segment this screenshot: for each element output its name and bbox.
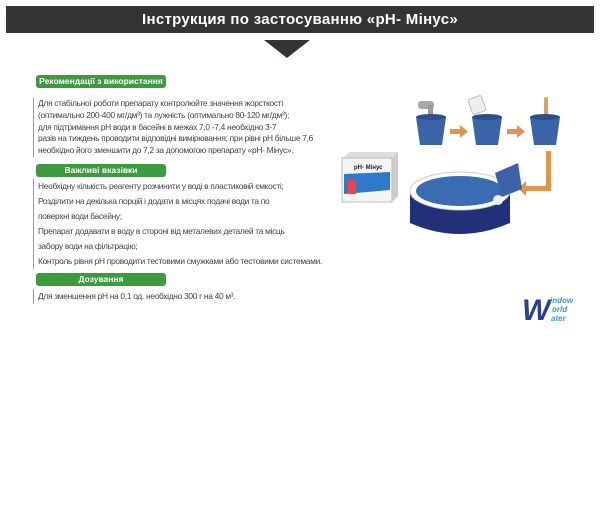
text-line: (оптимально 200-400 мг/дм³) та лужність (оптимально 80-120 мг/дм³); (38, 109, 289, 120)
window-world-water-logo: W indow orld ater (522, 294, 574, 327)
logo-text: ater (551, 314, 566, 323)
text-line: для підтримання pH води в басейні в межах 7,0 -7,4 необхідно 3-7 (38, 121, 277, 132)
bucket-icon (416, 114, 446, 145)
text-line: Розділити на декілька порцій і додати в місцях подачі води та по (38, 196, 270, 206)
text-line: разів на тиждень проводити відповідні вимірювання; при рівні pH більше 7,6 (38, 133, 313, 144)
text-line: поверхні води басейну; (38, 211, 122, 221)
page-title: Інструкция по застосуванню «pH- Мінус» (6, 6, 594, 33)
arrow-down-left-icon (518, 151, 551, 196)
dosage-text (33, 289, 235, 304)
process-illustration (410, 95, 585, 255)
logo-text: indow (550, 296, 574, 305)
text-line: необхідно його зменшити до 7,2 за допомогою препарату «pH- Мінус». (38, 145, 294, 156)
text-line: Контроль рівня pH проводити тестовими смужками або тестовими системами. (38, 256, 322, 266)
section-label-dosage: Дозування (36, 273, 166, 286)
product-jar-icon (468, 95, 487, 115)
product-label: pH- Мінус (354, 165, 383, 171)
text-line: Препарат додавати в воду в стороні від металевих деталей та місць (38, 226, 285, 236)
down-arrow-icon (264, 40, 310, 58)
important-text (33, 179, 322, 269)
faucet-icon (418, 101, 434, 115)
arrow-right-icon (450, 125, 468, 138)
text-line: Для зменшення pH на 0,1 од. необхідно 300 г на 40 м³. (38, 291, 236, 301)
product-box-image (340, 150, 400, 204)
text-line: Для стабільної роботи препарату контролюйте значення жорсткості (38, 98, 283, 108)
arrow-right-icon (507, 125, 525, 138)
recommendations-text (33, 98, 313, 157)
bucket-icon (530, 114, 560, 145)
bucket-icon (472, 114, 502, 145)
text-line: Необхідну кількість реагенту розчинити у воді в пластиковій ємкості; (38, 181, 284, 191)
text-line: забору води на фільтрацію; (38, 241, 138, 251)
logo-text: orld (552, 305, 568, 314)
section-label-recommendations: Рекомендації з використання (36, 75, 166, 88)
section-label-important: Важливі вказівки (36, 164, 166, 177)
